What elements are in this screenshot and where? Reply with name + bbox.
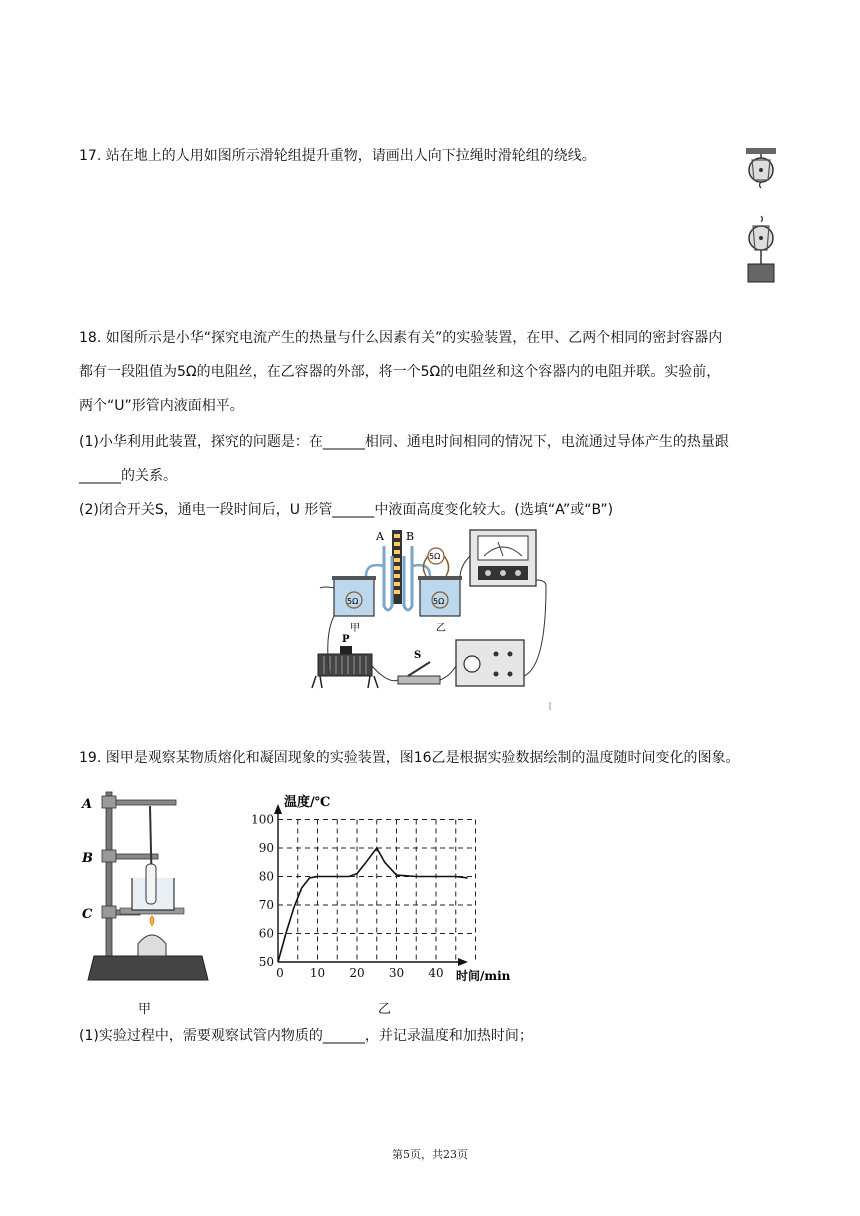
question-17-text: 17. 站在地上的人用如图所示滑轮组提升重物，请画出人向下拉绳时滑轮组的绕线。	[79, 148, 596, 164]
u-tube-label-a: A	[376, 530, 384, 543]
weight-block	[748, 264, 774, 282]
x-tick-label: 10	[309, 966, 326, 980]
temperature-time-chart	[250, 790, 520, 990]
ammeter-icon	[470, 530, 536, 586]
question-18-sub1-line2: ______的关系。	[79, 468, 177, 484]
question-19-text: 19. 图甲是观察某物质熔化和凝固现象的实验装置，图16乙是根据实验数据绘制的温度随时间变化的图象。	[79, 750, 740, 766]
caption-yi: 乙	[378, 1002, 392, 1017]
x-tick-label: 0	[276, 966, 284, 980]
container-jia	[332, 576, 376, 616]
label-yi: 乙	[436, 623, 446, 634]
resistor-right-label: 5Ω	[433, 597, 445, 606]
melting-apparatus-figure	[80, 786, 220, 986]
y-tick-label: 80	[258, 869, 274, 884]
clamp-label-b: B	[82, 851, 93, 866]
y-tick-label: 70	[258, 898, 274, 912]
stand-base	[88, 956, 208, 980]
page-footer: 第5页，共23页	[392, 1148, 468, 1161]
power-supply-icon	[456, 640, 524, 686]
movable-pulley-icon	[749, 216, 773, 264]
question-18-sub2: (2)闭合开关S，通电一段时间后，U 形管______中液面高度变化较大。(选填“A”或“B”)	[79, 502, 614, 518]
switch-label: S	[414, 650, 422, 661]
question-18-line3: 两个“U”形管内液面相平。	[79, 398, 244, 414]
chart-grid	[278, 820, 476, 963]
x-tick-label: 40	[428, 966, 444, 980]
clamp-label-a: A	[82, 797, 93, 812]
rheostat-icon	[312, 646, 378, 688]
u-tube-b	[404, 546, 412, 610]
clamp-label-c: C	[82, 907, 93, 922]
joule-heating-apparatus-figure	[310, 526, 560, 712]
label-jia: 甲	[350, 623, 360, 634]
container-yi	[418, 576, 462, 616]
question-18-line1: 18. 如图所示是小华“探究电流产生的热量与什么因素有关”的实验装置，在甲、乙两个相同的密封容器内	[79, 330, 723, 346]
y-tick-label: 100	[251, 812, 274, 827]
x-tick-label: 20	[349, 966, 365, 980]
y-tick-label: 50	[258, 955, 274, 969]
resistor-left-label: 5Ω	[347, 597, 359, 606]
x-axis-arrow	[458, 958, 468, 966]
rheostat-slider-label: P	[342, 634, 350, 645]
x-tick-label: 30	[388, 966, 405, 980]
y-tick-label: 60	[258, 926, 274, 941]
pulley-system-figure	[736, 146, 786, 286]
switch-icon	[398, 662, 440, 684]
question-18-sub1-line1: (1)小华利用此装置，探究的问题是：在______相同、通电时间相同的情况下，电流通过导体产生的热量跟	[79, 434, 729, 450]
chart-x-axis-label: 时间/min	[456, 969, 511, 983]
fixed-pulley-icon	[749, 158, 773, 188]
y-axis-arrow	[274, 804, 282, 814]
chart-y-axis-label: 温度/℃	[284, 795, 331, 810]
resistor-top-label: 5Ω	[429, 552, 441, 561]
question-18-line2: 都有一段阻值为5Ω的电阻丝，在乙容器的外部，将一个5Ω的电阻丝和这个容器内的电阻并联。实验前，	[79, 364, 721, 380]
test-tube	[146, 864, 156, 904]
question-19-sub1: (1)实验过程中，需要观察试管内物质的______，并记录温度和加热时间；	[79, 1028, 533, 1044]
caption-jia: 甲	[138, 1002, 152, 1017]
u-tube-label-b: B	[406, 530, 415, 543]
alcohol-burner	[138, 935, 166, 956]
u-tube-a	[384, 546, 392, 610]
ceiling-plate	[746, 148, 776, 154]
y-tick-label: 90	[258, 841, 274, 855]
